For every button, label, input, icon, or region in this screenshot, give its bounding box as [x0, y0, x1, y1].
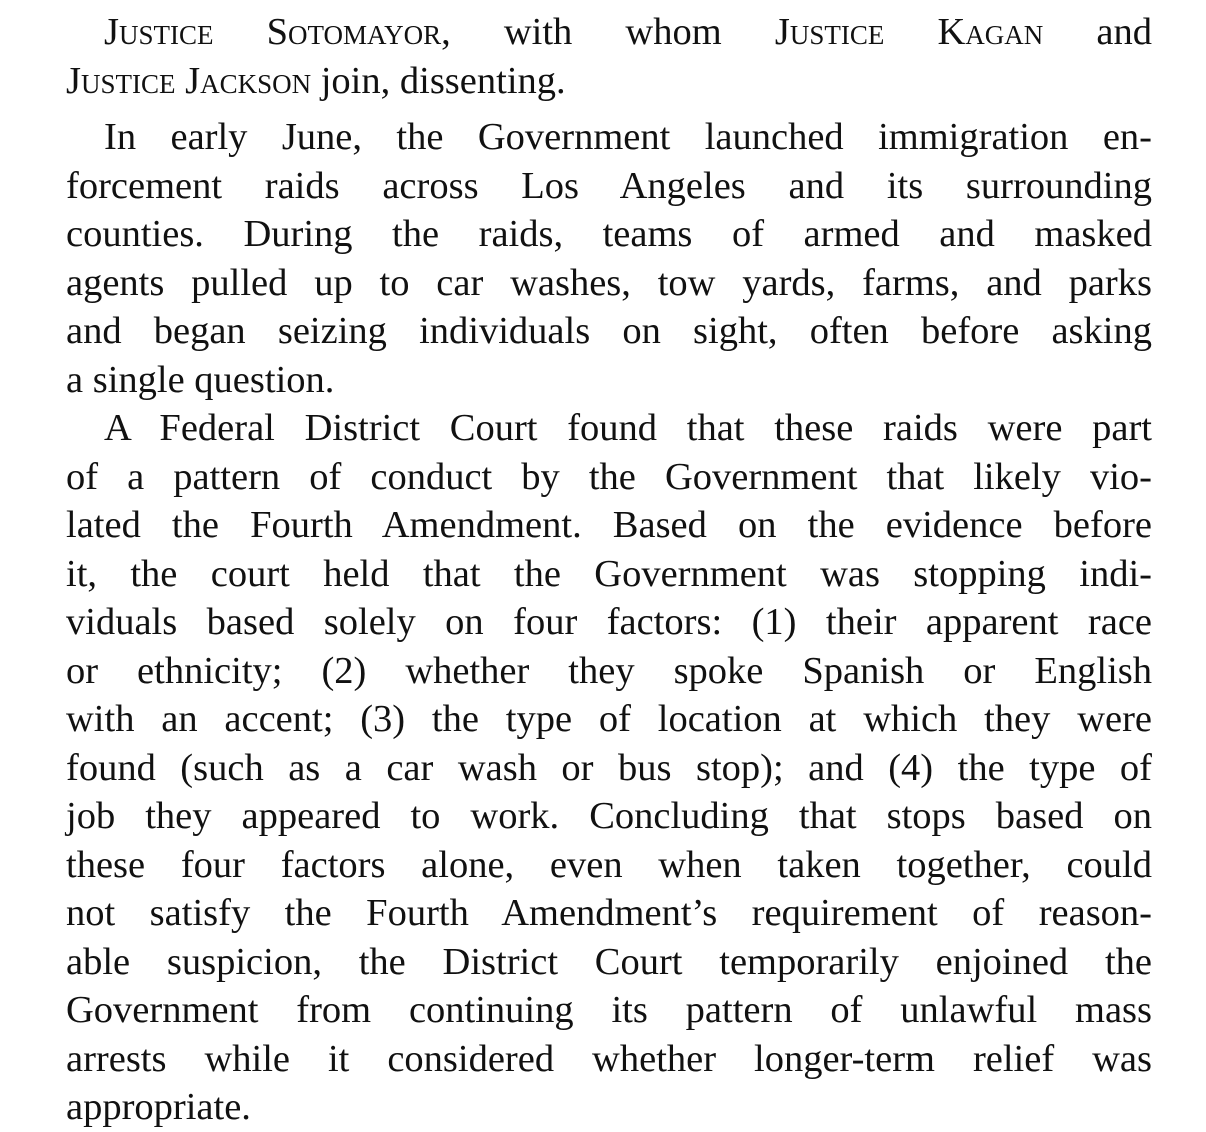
text-line: job they appeared to work. Concluding that stops based on	[66, 795, 1152, 837]
text-line: found (such as a car wash or bus stop); and (4) the type of	[66, 746, 1152, 789]
dissent-header	[66, 8, 1152, 105]
text-line: it, the court held that the Government was stopping indi-	[66, 552, 1152, 595]
text-line: viduals based solely on four factors: (1) their apparent race	[66, 601, 1152, 643]
text-line: or ethnicity; (2) whether they spoke Spanish or English	[66, 649, 1152, 692]
text-line: appropriate.	[66, 1086, 251, 1128]
header-text: and	[1043, 11, 1153, 53]
text-line: these four factors alone, even when taken together, could	[66, 843, 1152, 886]
justice-name: Justice Sotomayor	[104, 11, 442, 53]
text-line: In early June, the Government launched immigration en-	[104, 116, 1152, 158]
text-line: counties. During the raids, teams of armed and masked	[66, 213, 1152, 255]
text-line: Government from continuing its pattern of unlawful mass	[66, 989, 1152, 1031]
text-line: a single question.	[66, 358, 335, 401]
text-line: able suspicion, the District Court temporarily enjoined the	[66, 940, 1152, 983]
header-text: , with whom	[441, 11, 775, 53]
text-line: and began seizing individuals on sight, often before asking	[66, 310, 1152, 352]
justice-name: Justice Jackson	[66, 59, 312, 102]
header-text: join, dissenting.	[311, 59, 566, 102]
paragraph-1	[66, 113, 1152, 404]
justice-name: Justice Kagan	[774, 11, 1044, 53]
header-line	[66, 8, 1152, 57]
text-line: lated the Fourth Amendment. Based on the evidence before	[66, 504, 1152, 546]
opinion-page	[66, 8, 1152, 1132]
text-line: with an accent; (3) the type of location at which they were	[66, 698, 1152, 740]
text-line: not satisfy the Fourth Amendment’s requirement of reason-	[66, 892, 1152, 934]
text-line: arrests while it considered whether longer-term relief was	[66, 1037, 1152, 1080]
paragraph-2	[66, 404, 1152, 1132]
header-line	[66, 57, 1152, 106]
text-line: agents pulled up to car washes, tow yards, farms, and parks	[66, 261, 1152, 304]
text-line: of a pattern of conduct by the Government that likely vio-	[66, 455, 1152, 498]
text-line: forcement raids across Los Angeles and its surrounding	[66, 164, 1152, 207]
text-line: A Federal District Court found that these raids were part	[104, 407, 1152, 449]
